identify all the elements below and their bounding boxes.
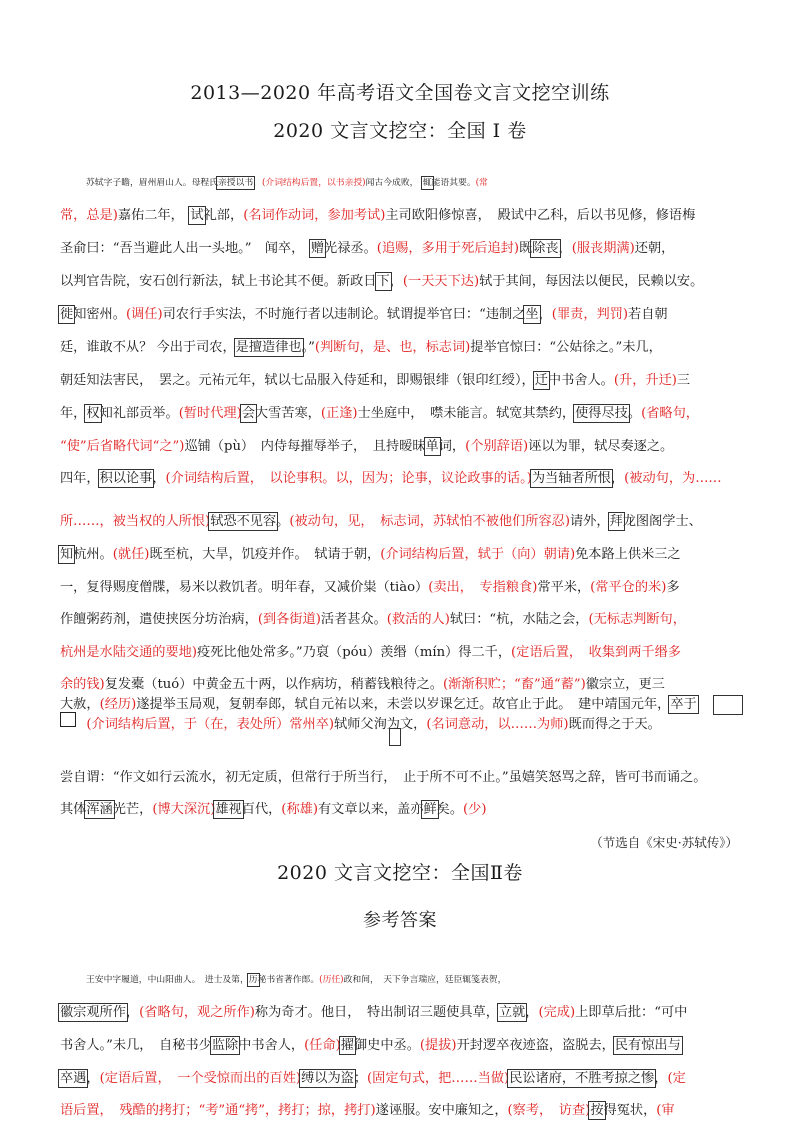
boxed-keyword: 坐: [525, 307, 539, 322]
annotation-note: (介词结构后置，轼于（向）朝请): [380, 547, 576, 562]
text-line: [60, 715, 750, 735]
boxed-keyword: 徙: [60, 307, 74, 322]
annotation-note: (被动句，见， 标志词，苏轼怕不被他们所容忍): [289, 514, 570, 529]
text-line: [60, 643, 750, 663]
passage-text: 书舍人。”未几， 自秘书少: [60, 1038, 212, 1053]
passage-text: 尝自谓：“作文如行云流水，初无定质，但常行于所当行， 止于所不可不止。”虽嬉笑怒骂之辞，皆可书而诵之。: [60, 770, 707, 785]
text-line: [60, 1069, 750, 1089]
document-title: 2013—2020 年高考语文全国卷文言文挖空训练: [190, 82, 610, 104]
text-line: [60, 239, 750, 259]
passage-text: 遂提举玉局观，复朝奉郎，轼自元祐以来，未尝以岁课乞迁。故官止于此。 建中靖国元年，: [136, 697, 671, 712]
passage-text: 四年，: [60, 471, 100, 486]
annotation-note: (无标志判断句，: [588, 612, 686, 627]
passage-text: 中书舍人。: [547, 373, 614, 388]
text-line: [60, 610, 750, 630]
passage-text: 三: [676, 373, 691, 388]
passage-text: 百代，: [241, 802, 282, 817]
blank-square-box: [60, 712, 76, 727]
passage-text: 廷，谁敢不从？ 今出于司农，: [60, 340, 236, 355]
passage-text: 闻古今成败，: [365, 178, 423, 188]
passage-text: 朝廷知法害民， 罢之。元祐元年，轼以七品服入侍延和，即赐银绯（银印红绶），: [60, 373, 535, 388]
annotation-note: “使”后省略代词“之”): [60, 439, 185, 454]
text-line: [60, 371, 750, 391]
passage-text: 司农行手实法，不时施行者以违制论。轼谓提举官曰：“违制之: [162, 307, 526, 322]
passage-text: 礼部，: [203, 208, 244, 223]
passage-text: ，: [538, 307, 552, 322]
text-line: [60, 469, 750, 489]
text-line: [60, 545, 750, 565]
boxed-keyword: 权: [86, 406, 100, 421]
boxed-keyword: 是擅造律也: [235, 340, 302, 355]
passage-text: 有文章以来，盖亦: [317, 802, 424, 817]
annotation-note: (定语后置， 一个受惊而出的百姓): [99, 1071, 302, 1086]
passage-text: 。: [627, 406, 642, 421]
boxed-keyword: 辄: [422, 178, 432, 188]
passage-text: 徽宗立，更三: [585, 677, 665, 692]
text-line: [60, 800, 750, 820]
passage-text: ；: [353, 1071, 368, 1086]
passage-text: 。: [276, 514, 290, 529]
annotation-note: (省略句，: [641, 406, 699, 421]
passage-text: 免本路上供米三之: [575, 547, 681, 562]
annotation-note: (正逢): [320, 406, 358, 421]
annotation-note: (少): [463, 802, 487, 817]
passage-text: ，: [558, 241, 572, 256]
passage-text: 请外，: [569, 514, 610, 529]
annotation-note: (省略句，观之所作): [139, 1005, 255, 1020]
boxed-keyword: 雄视: [215, 802, 242, 817]
blank-box: [713, 695, 743, 715]
boxed-keyword: 民讼诸府，不胜考掠之惨: [509, 1071, 655, 1086]
text-line: [60, 272, 750, 292]
passage-text: 御史中丞。: [353, 1038, 420, 1053]
boxed-keyword: 下: [376, 274, 390, 289]
annotation-note: (定语后置， 收集到两千缗多: [511, 645, 681, 660]
passage-text: 疫死比他处常多。”乃裒（póu）羡缗（mín）得二千，: [197, 645, 512, 660]
boxed-keyword: 迁: [534, 373, 548, 388]
boxed-keyword: 民有惊出与: [614, 1038, 681, 1053]
source-citation: （节选自《宋史·苏轼传》）: [590, 835, 738, 850]
passage-text: 光禄丞。: [324, 241, 377, 256]
passage-text: 知礼部贡举。: [99, 406, 179, 421]
passage-text: 一，复得赐度僧牒，易米以救饥者。明年春，又减价粜（tiào）: [60, 580, 429, 595]
text-line: [60, 338, 750, 358]
passage-text: 年，: [60, 406, 87, 421]
passage-text: 杭州。: [73, 547, 113, 562]
passage-text: 轼师父洵为文，: [334, 717, 427, 732]
passage-text: 既: [518, 241, 533, 256]
passage-text: 光芒，: [112, 802, 153, 817]
boxed-keyword: 浑涵: [86, 802, 113, 817]
boxed-keyword: 缚以为盗: [301, 1071, 354, 1086]
blank-box: [389, 728, 401, 746]
passage-text: ，: [152, 471, 166, 486]
boxed-keyword: 徽宗观所作: [60, 1005, 126, 1020]
passage-text: 上即草后批：“可中: [575, 1005, 688, 1020]
annotation-note: (博大深沉): [152, 802, 216, 817]
annotation-note: 所……，被当权的人所恨): [60, 514, 211, 529]
annotation-note: (名词意动，以……为师): [426, 717, 569, 732]
annotation-note: (渐渐积贮；“畜”通“蓄”): [442, 677, 586, 692]
boxed-keyword: 鲜: [423, 802, 437, 817]
section-title-2: 2020 文言文挖空：全国Ⅱ卷: [277, 862, 523, 884]
passage-text: ，: [86, 1071, 100, 1086]
annotation-note: (罪责，判罚): [551, 307, 629, 322]
annotation-note: (完成): [538, 1005, 576, 1020]
annotation-note: (卖出， 专指粮食): [428, 580, 538, 595]
boxed-keyword: 除丧: [532, 241, 559, 256]
passage-text: 。”: [301, 340, 315, 355]
annotation-note: (称雄): [281, 802, 318, 817]
boxed-keyword: 监除: [211, 1038, 239, 1053]
text-line: [60, 1036, 750, 1056]
boxed-keyword: 轼恐不见容: [210, 514, 277, 529]
section-title-1: 2020 文言文挖空：全国 I 卷: [273, 120, 527, 142]
annotation-note: (审: [656, 1103, 675, 1118]
passage-text: 称为奇才。他日， 特出制诏三题使具草，: [254, 1005, 499, 1020]
annotation-note: 杭州是水陆交通的要地): [60, 645, 198, 660]
passage-text: 王安中字履道，中山阳曲人。 进士及第，: [86, 975, 249, 985]
annotation-note: (经历): [99, 697, 137, 712]
boxed-keyword: 拜: [609, 514, 623, 529]
passage-text: ，: [389, 274, 403, 289]
passage-text: ，: [525, 1005, 539, 1020]
passage-text: 知密州。: [73, 307, 126, 322]
boxed-keyword: 单: [425, 439, 439, 454]
text-line: [60, 173, 776, 193]
annotation-note: (救活的人): [386, 612, 450, 627]
passage-text: 词，: [438, 439, 466, 454]
passage-text: 以判官告院，安石创行新法，轼上书论其不便。新政日: [60, 274, 377, 289]
annotation-note: (介词结构后置，以书亲授): [261, 178, 366, 188]
passage-text: 大雪苦寒，: [254, 406, 321, 421]
text-line: [60, 675, 750, 695]
passage-text: 作饘粥药剂，遣使挟医分坊治病，: [60, 612, 258, 627]
text-line: [60, 512, 750, 532]
passage-text: 既至杭，大旱，饥疫并作。 轼请于朝，: [149, 547, 381, 562]
passage-text: 诬以为罪，轼尽奏逐之。: [528, 439, 674, 454]
annotation-note: (暂时代理): [178, 406, 242, 421]
passage-text: 能语其要。: [431, 178, 476, 188]
passage-text: 嘉佑二年，: [117, 208, 191, 223]
boxed-keyword: 试: [190, 208, 204, 223]
boxed-keyword: 使得尽技: [575, 406, 628, 421]
passage-text: 还朝，: [634, 241, 675, 256]
passage-text: 轼曰：“杭，水陆之会，: [449, 612, 589, 627]
passage-text: ，: [654, 1071, 668, 1086]
passage-text: 圣俞曰：“吾当避此人出一头地。” 闻卒，: [60, 241, 311, 256]
annotation-note: (就任): [112, 547, 150, 562]
annotation-note: (到各街道): [257, 612, 321, 627]
annotation-note: (任命): [304, 1038, 341, 1053]
passage-text: 遂诬服。安中廉知之，: [375, 1103, 508, 1118]
passage-text: 巡铺（pù） 内侍每摧辱举子， 且持暧昧: [184, 439, 426, 454]
text-line: [60, 695, 750, 715]
passage-text: 龙图阁学士、: [622, 514, 702, 529]
annotation-note: 语后置， 残酷的拷打；“考”通“拷”，拷打；掠，拷打): [60, 1103, 376, 1118]
passage-text: 开封逻卒夜迹盗，盗脱去，: [456, 1038, 615, 1053]
boxed-keyword: 卒遇: [60, 1071, 87, 1086]
text-line: [60, 1101, 750, 1121]
boxed-keyword: 赠: [310, 241, 325, 256]
passage-text: 政和间， 天下争言瑞应，廷臣辄笺表贺，: [343, 975, 507, 985]
annotation-note: (升，升迁): [613, 373, 677, 388]
annotation-note: (追赐，多用于死后追封): [376, 241, 519, 256]
passage-text: ，: [253, 178, 262, 188]
annotation-note: (介词结构后置， 以论事积。以，因为；论事，议论政事的话。): [165, 471, 532, 486]
passage-text: 苏轼字子瞻，眉州眉山人。母程氏: [86, 178, 218, 188]
annotation-note: (个别辞语): [465, 439, 529, 454]
text-line: [60, 768, 750, 788]
annotation-note: (常平仓的米): [590, 580, 667, 595]
annotation-note: (定: [667, 1071, 686, 1086]
passage-text: 得冤状，: [603, 1103, 657, 1118]
passage-text: 若自朝: [628, 307, 668, 322]
answer-title: 参考答案: [363, 910, 437, 931]
annotation-note: (固定句式，把……当做): [367, 1071, 510, 1086]
passage-text: 大赦，: [60, 697, 100, 712]
text-line: [60, 970, 776, 990]
passage-text: 秘书省著作郎。: [257, 975, 320, 985]
passage-text: 既而得之于天。: [568, 717, 661, 732]
annotation-note: (调任): [125, 307, 163, 322]
passage-text: ，: [125, 1005, 140, 1020]
boxed-keyword: 擢: [340, 1038, 354, 1053]
passage-text: 复发橐（tuó）中黄金五十两，以作病坊，稍蓄钱粮待之。: [104, 677, 443, 692]
text-line: [60, 305, 750, 325]
annotation-note: (服丧期满): [571, 241, 635, 256]
boxed-keyword: 会: [241, 406, 255, 421]
passage-text: 中书舍人，: [238, 1038, 305, 1053]
passage-text: 轼于其间，每因法以便民，民赖以安。: [479, 274, 704, 289]
annotation-note: (历任): [319, 975, 344, 985]
boxed-keyword: 历: [248, 975, 258, 985]
passage-text: ，: [610, 471, 625, 486]
annotation-note: (提拔): [419, 1038, 457, 1053]
text-line: [60, 1003, 750, 1023]
text-line: [60, 578, 750, 598]
annotation-note: 常，总是): [60, 208, 118, 223]
passage-text: 矣。: [436, 802, 464, 817]
boxed-keyword: 立就: [498, 1005, 526, 1020]
annotation-note: 余的钱): [60, 677, 105, 692]
boxed-keyword: 为当轴者所恨: [531, 471, 611, 486]
annotation-note: (常: [475, 178, 488, 188]
passage-text: 多: [666, 580, 680, 595]
text-line: [60, 404, 750, 424]
text-line: [60, 437, 750, 457]
annotation-note: (一天天下达): [402, 274, 480, 289]
passage-text: 士坐庭中， 噤未能言。轼宽其禁约，: [357, 406, 576, 421]
passage-text: 提举官惊曰：“公姑徐之。”未几，: [470, 340, 662, 355]
annotation-note: (被动句，为……: [624, 471, 722, 486]
annotation-note: (介词结构后置，于（在，表处所）常州卒): [86, 717, 335, 732]
boxed-keyword: 积以论事: [99, 471, 153, 486]
text-line: [60, 206, 750, 226]
annotation-note: (名词作动词，参加考试): [243, 208, 386, 223]
annotation-note: (判断句，是、也，标志词): [314, 340, 471, 355]
passage-text: 主司欧阳修惊喜， 殿试中乙科，后以书见修，修语梅: [385, 208, 696, 223]
passage-text: 常平米，: [537, 580, 591, 595]
boxed-keyword: 亲授以书: [217, 178, 254, 188]
boxed-keyword: 按: [590, 1103, 604, 1118]
annotation-note: (察考， 访查): [507, 1103, 591, 1118]
passage-text: 活者甚众。: [320, 612, 387, 627]
boxed-keyword: 知: [60, 547, 74, 562]
boxed-keyword: 卒于: [670, 697, 697, 712]
passage-text: 其体: [60, 802, 87, 817]
